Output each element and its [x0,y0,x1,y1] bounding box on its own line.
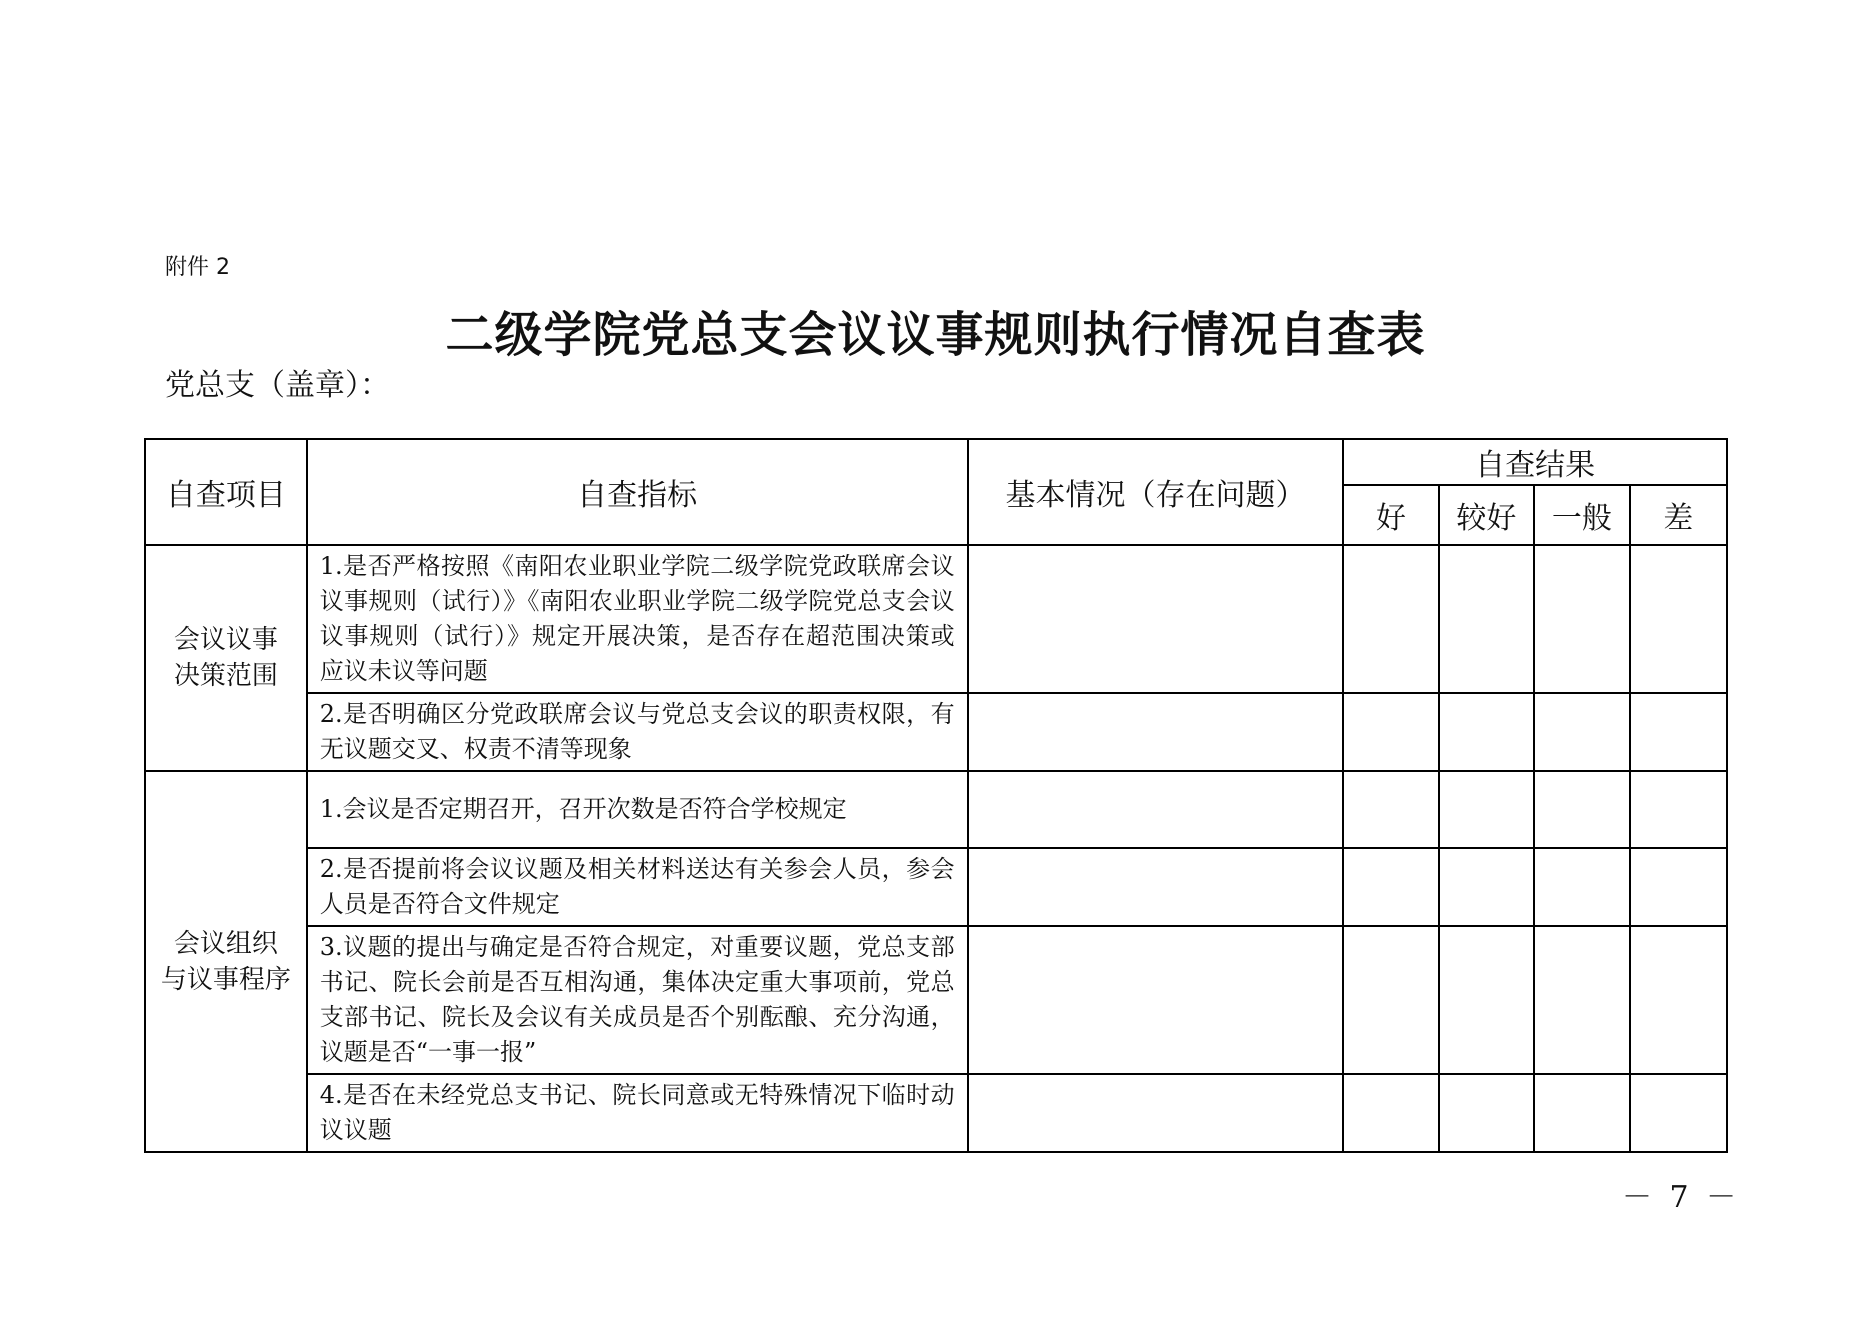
situation-cell[interactable] [968,771,1344,848]
rating-fairly-good-cell[interactable] [1439,693,1534,771]
rating-good-cell[interactable] [1343,848,1438,926]
situation-cell[interactable] [968,1074,1344,1152]
page-number: － 7 － [1622,1180,1741,1215]
table-row [145,848,1727,926]
rating-poor-cell[interactable] [1630,926,1727,1074]
rating-poor-cell[interactable] [1630,771,1727,848]
rating-poor-cell[interactable] [1630,848,1727,926]
rating-average-cell[interactable] [1534,926,1629,1074]
page-title: 二级学院党总支会议议事规则执行情况自查表 [445,307,1426,363]
category-line: 会议议事 [173,625,278,655]
rating-average-cell[interactable] [1534,545,1629,693]
indicator-cell: 3.议题的提出与确定是否符合规定，对重要议题，党总支部书记、院长会前是否互相沟通，集体决定重大事项前，党总支部书记、院长及会议有关成员是否个别酝酿、充分沟通，议题是否“一事一报” [307,926,968,1074]
indicator-cell: 4.是否在未经党总支书记、院长同意或无特殊情况下临时动议议题 [307,1074,968,1152]
table-row [145,545,1727,693]
self-check-table [144,438,1728,1153]
indicator-cell: 2.是否提前将会议议题及相关材料送达有关参会人员，参会人员是否符合文件规定 [307,848,968,926]
category-cell [145,545,307,771]
header-rating-fairly-good: 较好 [1439,485,1534,545]
rating-poor-cell[interactable] [1630,693,1727,771]
category-line: 与议事程序 [160,964,291,995]
table-row [145,1074,1727,1152]
rating-poor-cell[interactable] [1630,545,1727,693]
situation-cell[interactable] [968,545,1344,693]
table-row [145,693,1727,771]
rating-fairly-good-cell[interactable] [1439,771,1534,848]
category-cell [145,771,307,1152]
indicator-cell: 2.是否明确区分党政联席会议与党总支会议的职责权限，有无议题交叉、权责不清等现象 [307,693,968,771]
situation-cell[interactable] [968,926,1344,1074]
header-rating-average: 一般 [1534,485,1629,545]
rating-average-cell[interactable] [1534,848,1629,926]
rating-average-cell[interactable] [1534,1074,1629,1152]
situation-cell[interactable] [968,848,1344,926]
party-branch-seal-label: 党总支（盖章）： [165,368,390,403]
rating-fairly-good-cell[interactable] [1439,926,1534,1074]
header-rating-poor: 差 [1630,485,1727,545]
indicator-cell: 1.会议是否定期召开，召开次数是否符合学校规定 [307,771,968,848]
rating-good-cell[interactable] [1343,926,1438,1074]
header-indicator: 自查指标 [307,439,968,545]
rating-average-cell[interactable] [1534,693,1629,771]
header-result: 自查结果 [1343,439,1727,485]
situation-cell[interactable] [968,693,1344,771]
header-rating-good: 好 [1343,485,1438,545]
category-line: 决策范围 [173,661,278,691]
rating-good-cell[interactable] [1343,545,1438,693]
header-item: 自查项目 [145,439,307,545]
table-row [145,771,1727,848]
rating-fairly-good-cell[interactable] [1439,1074,1534,1152]
rating-average-cell[interactable] [1534,771,1629,848]
table-row [145,926,1727,1074]
category-line: 会议组织 [173,928,278,959]
attachment-label: 附件 2 [165,255,230,280]
indicator-cell: 1.是否严格按照《南阳农业职业学院二级学院党政联席会议议事规则（试行）》《南阳农业职业学院二级学院党总支会议议事规则（试行）》规定开展决策，是否存在超范围决策或应议未议等问题 [307,545,968,693]
rating-poor-cell[interactable] [1630,1074,1727,1152]
table-header-row [145,439,1727,485]
rating-fairly-good-cell[interactable] [1439,545,1534,693]
rating-fairly-good-cell[interactable] [1439,848,1534,926]
rating-good-cell[interactable] [1343,1074,1438,1152]
header-situation: 基本情况（存在问题） [968,439,1344,545]
rating-good-cell[interactable] [1343,771,1438,848]
rating-good-cell[interactable] [1343,693,1438,771]
